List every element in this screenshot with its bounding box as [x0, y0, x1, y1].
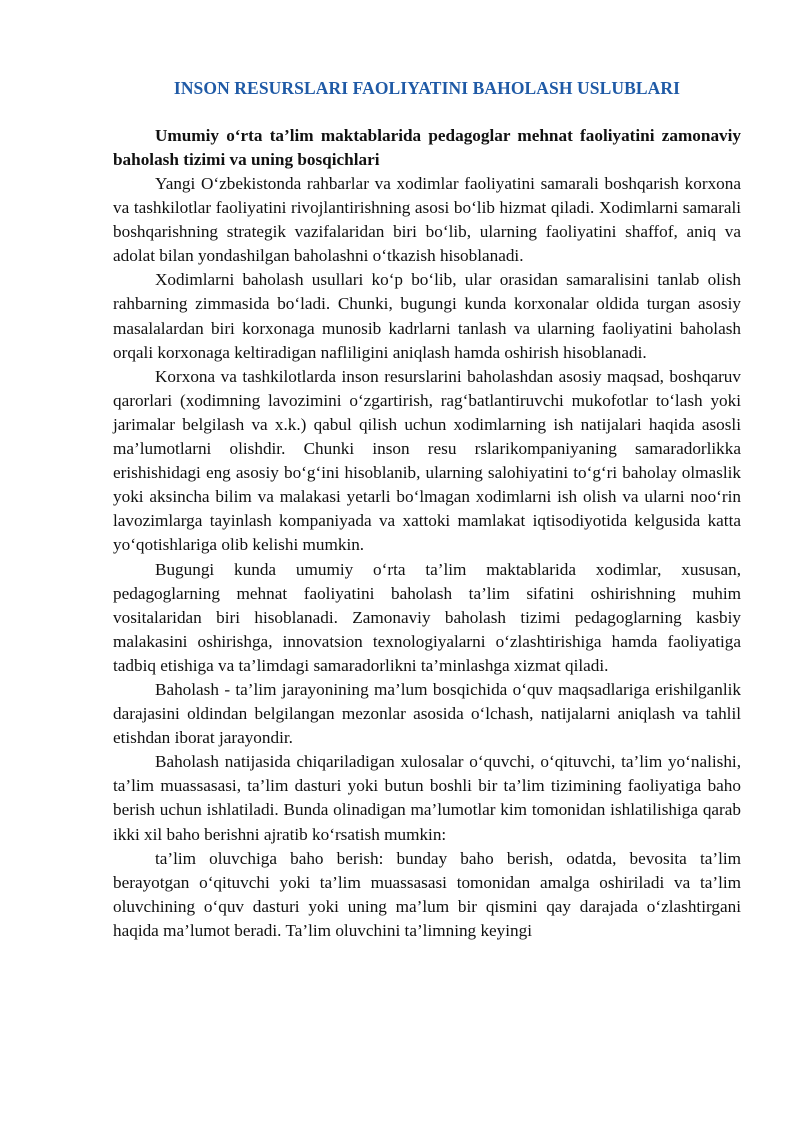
- section-heading: Umumiy o‘rta ta’lim maktablarida pedagoglar mehnat faoliyatini zamonaviy baholash tizimi va uning bosqichlari: [113, 126, 741, 169]
- paragraph: Bugungi kunda umumiy o‘rta ta’lim maktablarida xodimlar, xususan, pedagoglarning mehnat faoliyatini baholash ta’lim sifatini oshirishning muhim vositalaridan biri hisoblanadi. Zamonaviy baholash tizimi pedagoglarning kasbiy malakasini oshirishga, innovatsion texnologiyalarni o‘zlashtirishiga hamda faoliyatiga tadbiq etishiga va ta’limdagi samaradorlikni ta’minlashga xizmat qiladi.: [113, 559, 741, 675]
- document-title: INSON RESURSLARI FAOLIYATINI BAHOLASH USLUBLARI: [173, 78, 681, 98]
- paragraph: ta’lim oluvchiga baho berish: bunday baho berish, odatda, bevosita ta’lim berayotgan o‘qituvchi yoki ta’lim muassasasi tomonidan amalga oshiriladi va ta’lim oluvchining o‘quv dasturi yoki uning ma’lum bir qismini qay darajada o‘zlashtirgani haqida ma’lumot beradi. Ta’lim oluvchini ta’limning keyingi: [113, 848, 741, 940]
- paragraph: Baholash - ta’lim jarayonining ma’lum bosqichida o‘quv maqsadlariga erishilganlik darajasini oldindan belgilangan mezonlar asosida o‘lchash, natijalarni aniqlash va tahlil etishdan iborat jarayondir.: [113, 679, 741, 748]
- paragraph: Xodimlarni baholash usullari ko‘p bo‘lib, ular orasidan samaralisini tanlab olish rahbarning zimmasida bo‘ladi. Chunki, bugungi kunda korxonalar oldida turgan asosiy masalalardan biri korxonaga munosib kadrlarni tanlash va ularning faoliyatini baholash orqali korxonaga keltiradigan nafliligini aniqlash hamda oshirish hisoblanadi.: [113, 270, 741, 362]
- paragraph: Korxona va tashkilotlarda inson resurslarini baholashdan asosiy maqsad, boshqaruv qarorlari (xodimning lavozimini o‘zgartirish, rag‘batlantiruvchi mukofotlar to‘lash yoki jarimalar belgilash va x.k.) qabul qilish uchun xodimlarning ish natijalari haqida asosli ma’lumotlarni olishdir. Chunki inson resu rslarikompaniyaning samaradorlikka erishishidagi eng asosiy bo‘g‘ini hisoblanib, ularning salohiyatini to‘g‘ri baholay olmaslik yoki aksincha bilim va malakasi yetarli bo‘lmagan xodimlarni ish olish va ularni noo‘rin lavozimlarga tayinlash kompaniyada va xattoki mamlakat iqtisodiyotida kelgusida katta yo‘qotishlariga olib kelishi mumkin.: [113, 366, 741, 555]
- document-page: [113, 0, 741, 943]
- paragraph: Baholash natijasida chiqariladigan xulosalar o‘quvchi, o‘qituvchi, ta’lim yo‘nalishi, ta’lim muassasasi, ta’lim dasturi yoki butun boshli bir ta’lim tizimining faoliyatiga baho berish uchun ishlatiladi. Bunda olinadigan ma’lumotlar kim tomonidan ishlatilishiga qarab ikki xil baho berishni ajratib ko‘rsatish mumkin:: [113, 752, 741, 844]
- paragraph: Yangi O‘zbekistonda rahbarlar va xodimlar faoliyatini samarali boshqarish korxona va tashkilotlar faoliyatini rivojlantirishning asosi bo‘lib hizmat qiladi. Xodimlarni samarali boshqarishning strategik vazifalaridan biri bo‘lib, ularning faoliyatini shaffof, aniq va adolat bilan yondashilgan baholashni o‘tkazish hisoblanadi.: [113, 174, 741, 266]
